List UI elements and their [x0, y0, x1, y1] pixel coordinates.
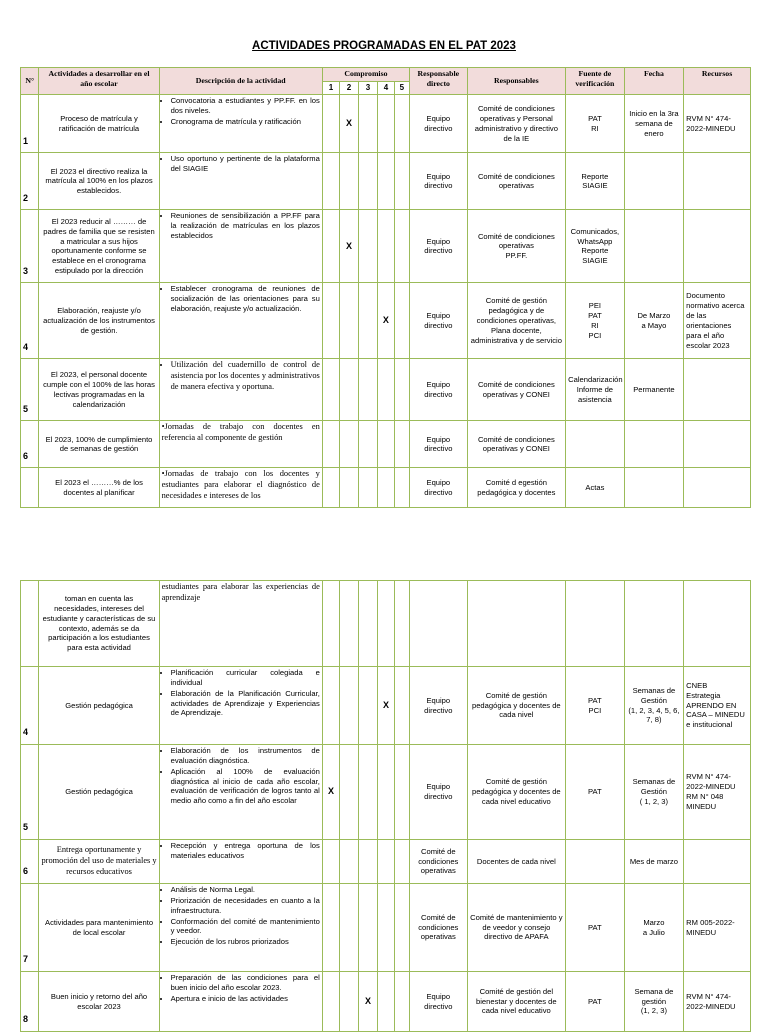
description-cell [159, 667, 322, 745]
table-row [21, 581, 751, 667]
compromiso-cell-1 [322, 972, 339, 1032]
description-cell [159, 972, 322, 1032]
compromiso-cell-2 [340, 972, 358, 1032]
compromiso-cell-3 [358, 468, 378, 508]
responsable-directo-cell: Equipo directivo [410, 468, 467, 508]
compromiso-cell-5 [394, 210, 409, 283]
fuente-cell: PAT [566, 745, 625, 840]
description-item: • Elaboración de la Planificación Curricular, actividades de Aprendizaje y Experiencias de Aprendizaje. [171, 689, 320, 719]
activities-table-page-2 [20, 580, 751, 1032]
activity-cell: El 2023, 100% de cumplimiento de semanas de gestión [39, 421, 159, 468]
compromiso-cell-2 [340, 468, 358, 508]
fuente-cell [566, 840, 625, 884]
responsables-cell: Comité de condiciones operativas [467, 153, 566, 210]
compromiso-cell-3 [358, 745, 378, 840]
header-fecha: Fecha [624, 68, 684, 95]
responsable-directo-cell: Equipo directivo [410, 95, 467, 153]
compromiso-cell-3 [358, 359, 378, 421]
row-number: 1 [21, 95, 39, 153]
compromiso-cell-1 [322, 421, 339, 468]
header-n: N° [21, 68, 39, 95]
compromiso-cell-4 [378, 359, 394, 421]
description-item: • Utilización del cuadernillo de control de asistencia por los docentes y administrativos de manera efectiva y oportuna. [171, 360, 320, 393]
fecha-cell: Semanas de Gestión ( 1, 2, 3) [624, 745, 684, 840]
compromiso-cell-5 [394, 421, 409, 468]
responsable-directo-cell: Equipo directivo [410, 667, 467, 745]
responsable-directo-cell: Equipo directivo [410, 359, 467, 421]
compromiso-cell-5 [394, 840, 409, 884]
compromiso-cell-4 [378, 972, 394, 1032]
compromiso-cell-5 [394, 359, 409, 421]
activity-cell: Gestión pedagógica [39, 667, 159, 745]
description-cell [159, 210, 322, 283]
row-number: 4 [21, 283, 39, 359]
row-number: 5 [21, 745, 39, 840]
fecha-cell: Inicio en la 3ra semana de enero [624, 95, 684, 153]
compromiso-cell-4 [378, 667, 394, 745]
description-item: • Ejecución de los rubros priorizados [171, 937, 320, 947]
fuente-cell: PAT PCI [566, 667, 625, 745]
description-text: •Jornadas de trabajo con docentes en referencia al componente de gestión [161, 422, 320, 443]
fuente-cell: PAT [566, 884, 625, 972]
description-text: estudiantes para elaborar las experiencias de aprendizaje [161, 582, 320, 602]
compromiso-mark: X [345, 240, 352, 251]
header-responsable-directo: Responsable directo [410, 68, 467, 95]
table-row [21, 745, 751, 840]
responsables-cell: Comité de gestión pedagógica y docentes de cada nivel educativo [467, 745, 566, 840]
fuente-cell: Actas [566, 468, 625, 508]
header-actividad: Actividades a desarrollar en el año escolar [39, 68, 159, 95]
description-list [162, 211, 320, 241]
responsables-cell: Comité de condiciones operativas PP.FF. [467, 210, 566, 283]
compromiso-mark: X [328, 786, 335, 797]
compromiso-cell-1 [322, 283, 339, 359]
fecha-cell: Semana de gestión (1, 2, 3) [624, 972, 684, 1032]
compromiso-cell-4 [378, 210, 394, 283]
recursos-cell [684, 421, 751, 468]
compromiso-cell-1 [322, 153, 339, 210]
responsables-cell: Comité de gestión pedagógica y de condiciones operativas, Plana docente, administrativa y de servicio [467, 283, 566, 359]
compromiso-cell-5 [394, 884, 409, 972]
table-row [21, 95, 751, 153]
responsables-cell: Comité de condiciones operativas y Personal administrativo y directivo de la IE [467, 95, 566, 153]
compromiso-cell-3 [358, 95, 378, 153]
description-cell [159, 283, 322, 359]
recursos-cell [684, 210, 751, 283]
compromiso-cell-1 [322, 210, 339, 283]
compromiso-cell-5 [394, 283, 409, 359]
fuente-cell [566, 581, 625, 667]
compromiso-cell-2 [340, 840, 358, 884]
compromiso-cell-5 [394, 745, 409, 840]
compromiso-cell-1 [322, 745, 339, 840]
responsables-cell: Comité de condiciones operativas y CONEI [467, 359, 566, 421]
compromiso-cell-1 [322, 468, 339, 508]
compromiso-cell-2 [340, 667, 358, 745]
compromiso-cell-3 [358, 421, 378, 468]
recursos-cell: CNEB Estrategia APRENDO EN CASA – MINEDU e institucional [684, 667, 751, 745]
recursos-cell: RVM N° 474-2022-MINEDU [684, 95, 751, 153]
recursos-cell [684, 468, 751, 508]
fecha-cell [624, 468, 684, 508]
compromiso-cell-2 [340, 283, 358, 359]
description-list [162, 885, 320, 947]
fecha-cell [624, 421, 684, 468]
description-list [162, 154, 320, 174]
compromiso-cell-4 [378, 153, 394, 210]
row-number: 7 [21, 884, 39, 972]
compromiso-cell-2 [340, 884, 358, 972]
description-item: • Análisis de Norma Legal. [171, 885, 320, 895]
recursos-cell [684, 581, 751, 667]
responsable-directo-cell: Equipo directivo [410, 153, 467, 210]
fecha-cell [624, 153, 684, 210]
description-cell [159, 581, 322, 667]
activity-cell: El 2023 el ………% de los docentes al planificar [39, 468, 159, 508]
responsables-cell: Comité de mantenimiento y de veedor y consejo directivo de APAFA [467, 884, 566, 972]
row-number [21, 581, 39, 667]
compromiso-cell-1 [322, 359, 339, 421]
compromiso-cell-3 [358, 972, 378, 1032]
activity-cell: Actividades para mantenimiento de local escolar [39, 884, 159, 972]
header-responsables: Responsables [467, 68, 566, 95]
compromiso-mark: X [345, 118, 352, 129]
description-list [162, 668, 320, 718]
activities-table-page-1 [20, 67, 751, 508]
description-item: • Establecer cronograma de reuniones de socialización de las orientaciones para su elaboración, reajuste y/o actualización. [171, 284, 320, 314]
row-number: 8 [21, 972, 39, 1032]
compromiso-cell-4 [378, 840, 394, 884]
responsables-cell: Docentes de cada nivel [467, 840, 566, 884]
responsable-directo-cell: Equipo directivo [410, 421, 467, 468]
compromiso-cell-5 [394, 667, 409, 745]
compromiso-cell-1 [322, 840, 339, 884]
description-cell [159, 421, 322, 468]
responsables-cell: Comité de gestión del bienestar y docentes de cada nivel educativo [467, 972, 566, 1032]
compromiso-cell-1 [322, 667, 339, 745]
row-number: 4 [21, 667, 39, 745]
compromiso-cell-2 [340, 95, 358, 153]
table-row [21, 153, 751, 210]
row-number: 6 [21, 421, 39, 468]
header-c3: 3 [358, 82, 378, 95]
compromiso-cell-2 [340, 359, 358, 421]
responsables-cell: Comité de condiciones operativas y CONEI [467, 421, 566, 468]
description-text: •Jornadas de trabajo con los docentes y estudiantes para elaborar el diagnóstico de necesidades e intereses de los [161, 469, 320, 501]
compromiso-cell-2 [340, 210, 358, 283]
description-list [162, 746, 320, 806]
compromiso-cell-4 [378, 95, 394, 153]
compromiso-cell-2 [340, 745, 358, 840]
compromiso-cell-3 [358, 884, 378, 972]
header-c2: 2 [340, 82, 358, 95]
recursos-cell: Documento normativo acerca de las orientaciones para el año escolar 2023 [684, 283, 751, 359]
activity-cell: El 2023 el directivo realiza la matrícula al 100% en los plazos establecidos. [39, 153, 159, 210]
compromiso-cell-5 [394, 95, 409, 153]
activity-cell: toman en cuenta las necesidades, intereses del estudiante y características de su contexto, además se da participación a los estudiantes para esta actividad [39, 581, 159, 667]
compromiso-mark: X [364, 995, 371, 1006]
compromiso-cell-3 [358, 210, 378, 283]
description-cell [159, 359, 322, 421]
description-cell [159, 95, 322, 153]
compromiso-cell-4 [378, 468, 394, 508]
recursos-cell [684, 840, 751, 884]
fuente-cell: PEI PAT RI PCI [566, 283, 625, 359]
description-list [162, 360, 320, 393]
responsables-cell [467, 581, 566, 667]
table-row [21, 972, 751, 1032]
activity-cell: Elaboración, reajuste y/o actualización de los instrumentos de gestión. [39, 283, 159, 359]
activity-cell: El 2023, el personal docente cumple con el 100% de las horas lectivas programadas en la calendarización [39, 359, 159, 421]
compromiso-cell-2 [340, 581, 358, 667]
compromiso-cell-1 [322, 95, 339, 153]
compromiso-mark: X [382, 699, 389, 710]
table-row [21, 468, 751, 508]
fecha-cell: Mes de marzo [624, 840, 684, 884]
responsable-directo-cell: Equipo directivo [410, 745, 467, 840]
fuente-cell: Calendarización Informe de asistencia [566, 359, 625, 421]
fecha-cell [624, 581, 684, 667]
compromiso-cell-3 [358, 153, 378, 210]
responsables-cell: Comité d egestión pedagógica y docentes [467, 468, 566, 508]
table-row [21, 884, 751, 972]
fecha-cell [624, 210, 684, 283]
fuente-cell: Reporte SIAGIE [566, 153, 625, 210]
compromiso-cell-4 [378, 283, 394, 359]
description-item: • Priorización de necesidades en cuanto a la infraestructura. [171, 896, 320, 916]
compromiso-cell-5 [394, 468, 409, 508]
activity-cell: Proceso de matrícula y ratificación de matrícula [39, 95, 159, 153]
description-item: • Cronograma de matrícula y ratificación [171, 117, 320, 127]
description-item: • Reuniones de sensibilización a PP.FF para la realización de matrículas en los plazos establecidos [171, 211, 320, 241]
page-title: ACTIVIDADES PROGRAMADAS EN EL PAT 2023 [252, 40, 516, 52]
header-descripcion: Descripción de la actividad [159, 68, 322, 95]
description-cell [159, 884, 322, 972]
recursos-cell [684, 359, 751, 421]
compromiso-cell-5 [394, 153, 409, 210]
description-item: • Apertura e inicio de las actividades [171, 994, 320, 1004]
description-list [162, 96, 320, 127]
row-number: 6 [21, 840, 39, 884]
compromiso-cell-2 [340, 153, 358, 210]
compromiso-mark: X [382, 315, 389, 326]
row-number: 2 [21, 153, 39, 210]
description-list [162, 973, 320, 1004]
responsable-directo-cell: Comité de condiciones operativas [410, 840, 467, 884]
description-item: • Convocatoria a estudiantes y PP.FF. en los dos niveles. [171, 96, 320, 116]
description-cell [159, 153, 322, 210]
table-row [21, 421, 751, 468]
compromiso-cell-1 [322, 884, 339, 972]
compromiso-cell-1 [322, 581, 339, 667]
row-number: 3 [21, 210, 39, 283]
header-c4: 4 [378, 82, 394, 95]
description-cell [159, 840, 322, 884]
description-item: • Preparación de las condiciones para el buen inicio del año escolar 2023. [171, 973, 320, 993]
activity-cell: Entrega oportunamente y promoción del uso de materiales y recursos educativos [39, 840, 159, 884]
compromiso-cell-4 [378, 421, 394, 468]
compromiso-cell-4 [378, 884, 394, 972]
activity-cell: Buen inicio y retorno del año escolar 2023 [39, 972, 159, 1032]
fuente-cell [566, 421, 625, 468]
compromiso-cell-3 [358, 581, 378, 667]
table-row [21, 840, 751, 884]
description-cell [159, 745, 322, 840]
compromiso-cell-3 [358, 840, 378, 884]
description-item: • Elaboración de los instrumentos de evaluación diagnóstica. [171, 746, 320, 766]
table-row [21, 210, 751, 283]
description-item: • Aplicación al 100% de evaluación diagnóstica al inicio de cada año escolar, evaluación de verificación de logros tanto al medio año como a fin del año escolar [171, 767, 320, 806]
fecha-cell: Permanente [624, 359, 684, 421]
description-list [162, 284, 320, 314]
header-c5: 5 [394, 82, 409, 95]
compromiso-cell-4 [378, 581, 394, 667]
compromiso-cell-4 [378, 745, 394, 840]
description-item: • Planificación curricular colegiada e individual [171, 668, 320, 688]
table-row [21, 359, 751, 421]
fecha-cell: De Marzo a Mayo [624, 283, 684, 359]
recursos-cell: RVM N° 474-2022-MINEDU RM N° 048 MINEDU [684, 745, 751, 840]
fecha-cell: Marzo a Julio [624, 884, 684, 972]
activity-cell: Gestión pedagógica [39, 745, 159, 840]
description-list [162, 841, 320, 861]
compromiso-cell-5 [394, 581, 409, 667]
row-number [21, 468, 39, 508]
responsables-cell: Comité de gestión pedagógica y docentes de cada nivel [467, 667, 566, 745]
fecha-cell: Semanas de Gestión (1, 2, 3, 4, 5, 6, 7, 8) [624, 667, 684, 745]
fuente-cell: PAT RI [566, 95, 625, 153]
responsable-directo-cell: Equipo directivo [410, 210, 467, 283]
description-item: • Recepción y entrega oportuna de los materiales educativos [171, 841, 320, 861]
description-item: • Conformación del comité de mantenimiento y veedor. [171, 917, 320, 937]
compromiso-cell-2 [340, 421, 358, 468]
responsable-directo-cell: Equipo directivo [410, 972, 467, 1032]
description-item: • Uso oportuno y pertinente de la plataforma del SIAGIE [171, 154, 320, 174]
responsable-directo-cell: Comité de condiciones operativas [410, 884, 467, 972]
recursos-cell [684, 153, 751, 210]
responsable-directo-cell: Equipo directivo [410, 283, 467, 359]
recursos-cell: RVM N° 474-2022-MINEDU [684, 972, 751, 1032]
fuente-cell: PAT [566, 972, 625, 1032]
recursos-cell: RM 005-2022-MINEDU [684, 884, 751, 972]
header-compromiso: Compromiso [322, 68, 409, 82]
header-fuente: Fuente de verificación [566, 68, 625, 95]
compromiso-cell-3 [358, 283, 378, 359]
compromiso-cell-3 [358, 667, 378, 745]
row-number: 5 [21, 359, 39, 421]
header-recursos: Recursos [684, 68, 751, 95]
header-c1: 1 [322, 82, 339, 95]
table-row [21, 283, 751, 359]
table-row [21, 667, 751, 745]
description-cell [159, 468, 322, 508]
fuente-cell: Comunicados, WhatsApp Reporte SIAGIE [566, 210, 625, 283]
compromiso-cell-5 [394, 972, 409, 1032]
responsable-directo-cell [410, 581, 467, 667]
activity-cell: El 2023 reducir al ……… de padres de familia que se resisten a matricular a sus hijos oportunamente conforme se establece en el cronograma estipulado por la dirección [39, 210, 159, 283]
